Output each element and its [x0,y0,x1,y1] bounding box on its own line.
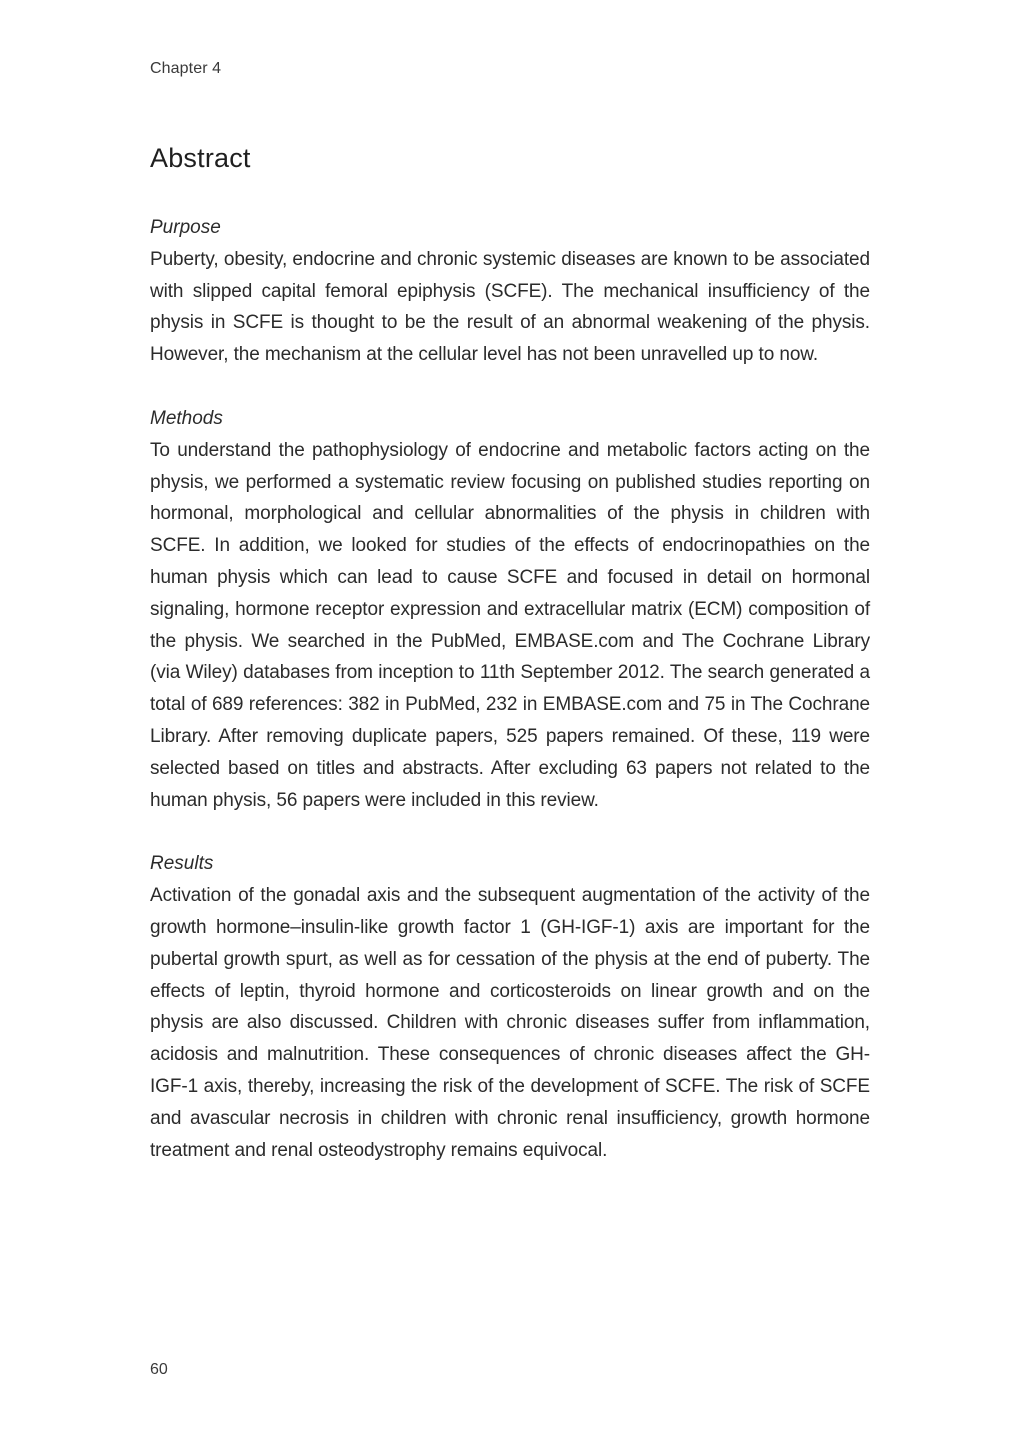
abstract-sections [150,212,870,1198]
section-body: Activation of the gonadal axis and the subsequent augmentation of the activity of the growth hormone–insulin-like growth factor 1 (GH-IGF-1) axis are important for the pubertal growth spurt, as well as for cessation of the physis at the end of puberty. The effects of leptin, thyroid hormone and corticosteroids on linear growth and on the physis are also discussed. Children with chronic diseases suffer from inflammation, acidosis and malnutrition. These consequences of chronic diseases affect the GH-IGF-1 axis, thereby, increasing the risk of the development of SCFE. The risk of SCFE and avascular necrosis in children with chronic renal insufficiency, growth hormone treatment and renal osteodystrophy remains equivocal. [150,885,870,1161]
page-title: Abstract [150,143,251,173]
section-body: To understand the pathophysiology of endocrine and metabolic factors acting on the physis, we performed a systematic review focusing on published studies reporting on hormonal, morphological and cellular abnormalities of the physis in children with SCFE. In addition, we looked for studies of the effects of endocrinopathies on the human physis which can lead to cause SCFE and focused in detail on hormonal signaling, hormone receptor expression and extracellular matrix (ECM) composition of the physis. We searched in the PubMed, EMBASE.com and The Cochrane Library (via Wiley) databases from inception to 11th September 2012. The search generated a total of 689 references: 382 in PubMed, 232 in EMBASE.com and 75 in The Cochrane Library. After removing duplicate papers, 525 papers remained. Of these, 119 were selected based on titles and abstracts. After excluding 63 papers not related to the human physis, 56 papers were included in this review. [150,439,870,811]
section-heading: Methods [150,407,223,429]
document-page [150,0,870,1440]
section-body: Puberty, obesity, endocrine and chronic systemic diseases are known to be associated with slipped capital femoral epiphysis (SCFE). The mechanical insufficiency of the physis in SCFE is thought to be the result of an abnormal weakening of the physis. However, the mechanism at the cellular level has not been unravelled up to now. [150,248,870,366]
section-methods [150,403,870,816]
running-header: Chapter 4 [150,60,222,77]
page-number: 60 [150,1361,168,1378]
section-heading: Purpose [150,217,221,238]
section-results [150,848,870,1166]
section-heading: Results [150,853,214,875]
section-purpose [150,212,870,371]
